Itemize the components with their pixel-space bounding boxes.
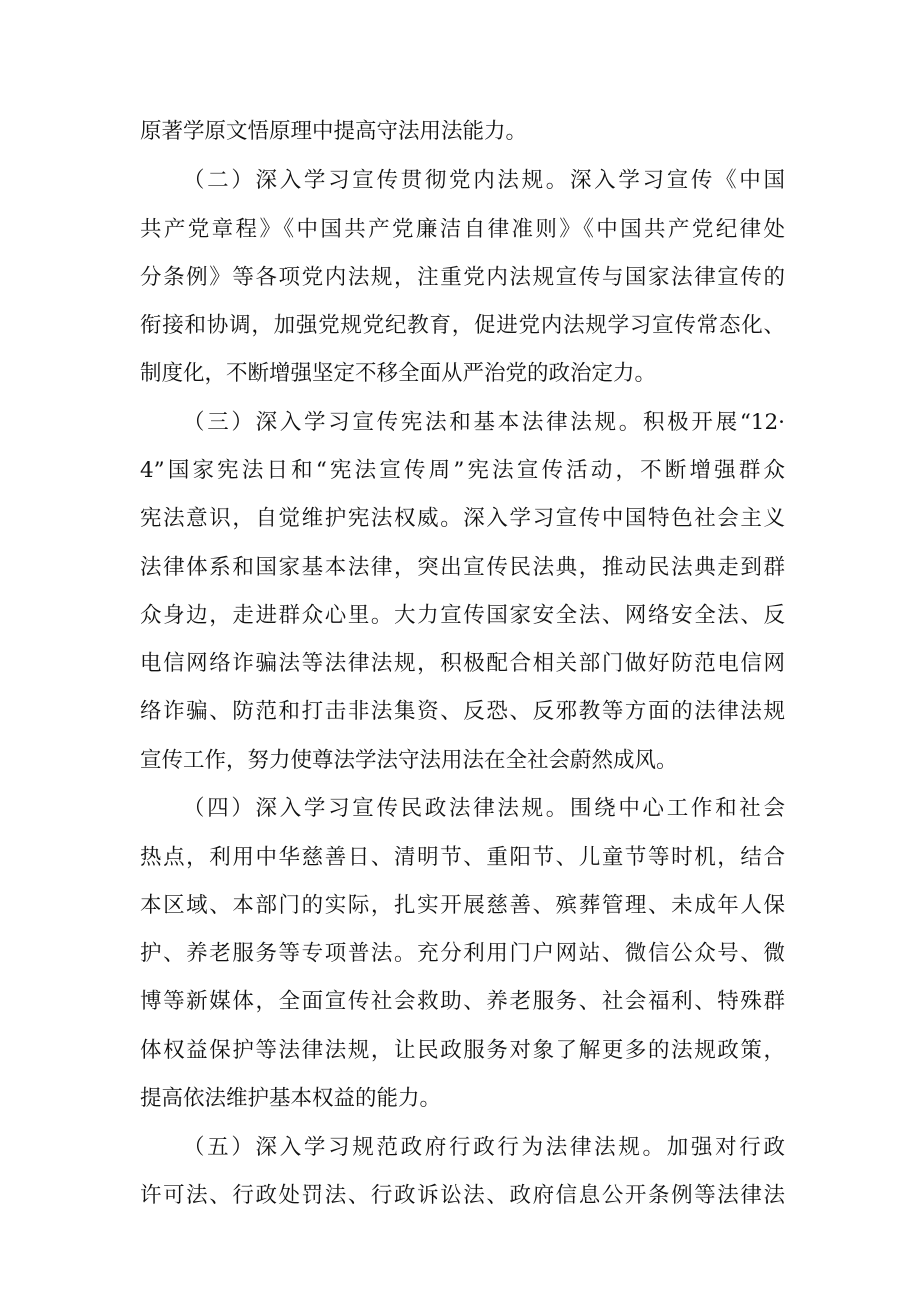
text-line-5: 衔接和协调，加强党规党纪教育，促进党内法规学习宣传常态化、 (140, 313, 785, 338)
section-two-heading-line: （二）深入学习宣传贯彻党内法规。深入学习宣传《中国 (183, 168, 785, 193)
section-four-heading-line: （四）深入学习宣传民政法律法规。围绕中心工作和社会 (183, 796, 785, 821)
text-line-12: 电信网络诈骗法等法律法规，积极配合相关部门做好防范电信网 (140, 651, 785, 676)
text-line-17: 本区域、本部门的实际，扎实开展慈善、殡葬管理、未成年人保 (140, 893, 785, 918)
text-line-6: 制度化，不断增强坚定不移全面从严治党的政治定力。 (140, 361, 657, 386)
text-line-1: 原著学原文悟原理中提高守法用法能力。 (140, 119, 528, 144)
text-line-10: 法律体系和国家基本法律，突出宣传民法典，推动民法典走到群 (140, 555, 785, 580)
text-line-13: 络诈骗、防范和打击非法集资、反恐、反邪教等方面的法律法规 (140, 699, 785, 724)
text-line-14: 宣传工作，努力使尊法学法守法用法在全社会蔚然成风。 (140, 748, 678, 773)
text-line-9: 宪法意识，自觉维护宪法权威。深入学习宣传中国特色社会主义 (140, 506, 785, 531)
text-line-19: 博等新媒体，全面宣传社会救助、养老服务、社会福利、特殊群 (140, 989, 785, 1014)
text-line-20: 体权益保护等法律法规，让民政服务对象了解更多的法规政策， (140, 1038, 785, 1063)
section-three-heading-line: （三）深入学习宣传宪法和基本法律法规。积极开展“12· (183, 410, 785, 435)
text-line-18: 护、养老服务等专项普法。充分利用门户网站、微信公众号、微 (140, 941, 785, 966)
section-five-heading-line: （五）深入学习规范政府行政行为法律法规。加强对行政 (183, 1135, 785, 1160)
text-line-16: 热点，利用中华慈善日、清明节、重阳节、儿童节等时机，结合 (140, 845, 785, 870)
text-line-3: 共产党章程》《中国共产党廉洁自律准则》《中国共产党纪律处 (140, 217, 785, 242)
text-line-23: 许可法、行政处罚法、行政诉讼法、政府信息公开条例等法律法 (140, 1183, 785, 1208)
text-line-8: 4”国家宪法日和“宪法宣传周”宪法宣传活动，不断增强群众 (140, 458, 785, 483)
text-line-4: 分条例》等各项党内法规，注重党内法规宣传与国家法律宣传的 (140, 265, 785, 290)
text-line-11: 众身边，走进群众心里。大力宣传国家安全法、网络安全法、反 (140, 603, 785, 628)
text-line-21: 提高依法维护基本权益的能力。 (140, 1086, 442, 1111)
